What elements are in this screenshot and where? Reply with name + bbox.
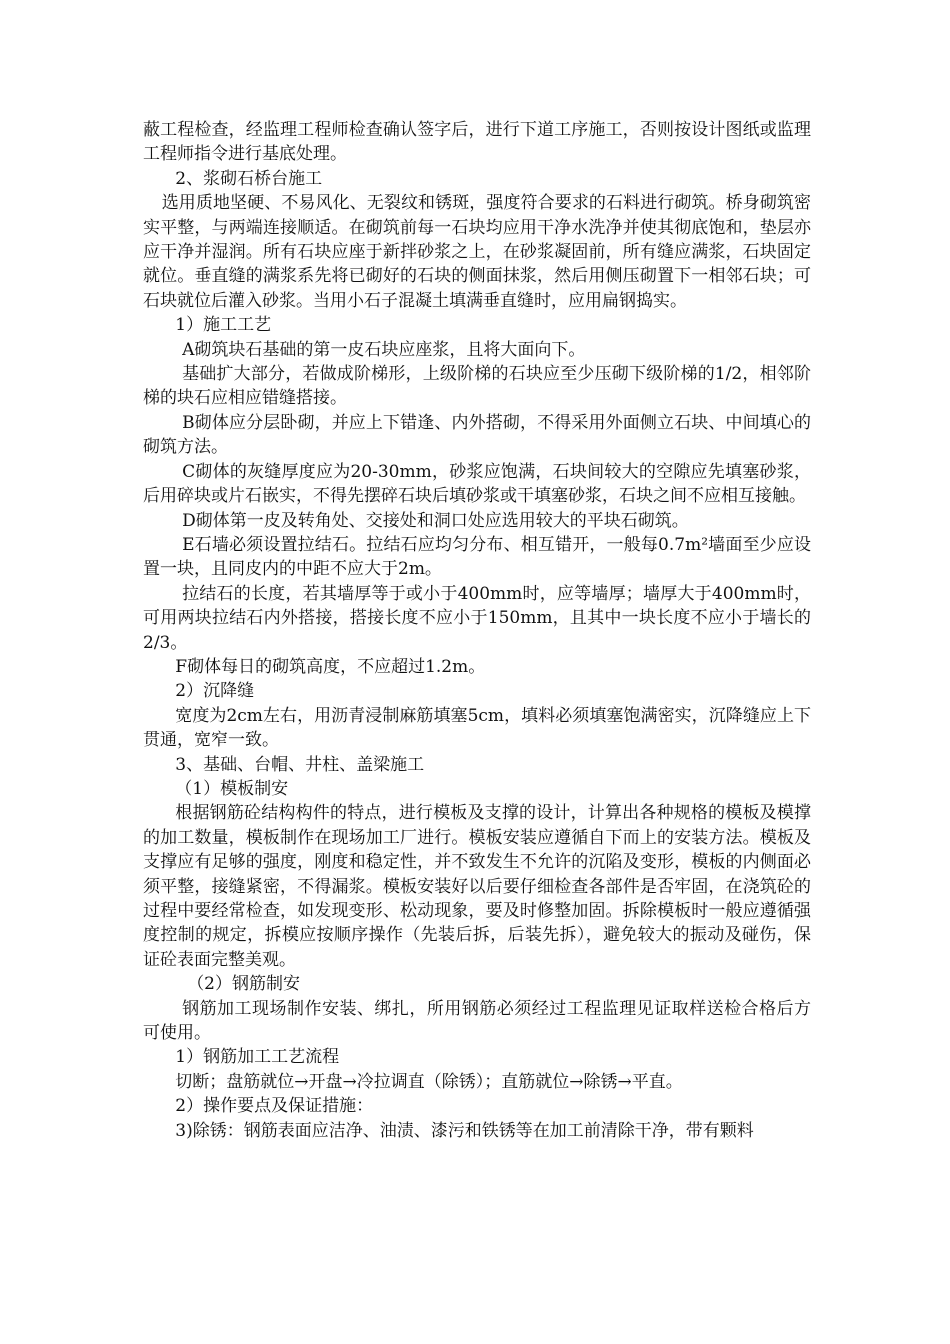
paragraph: B砌体应分层卧砌，并应上下错逢、内外搭砌，不得采用外面侧立石块、中间填心的砌筑方法。: [143, 412, 811, 458]
paragraph: 3)除锈：钢筋表面应洁净、油渍、漆污和铁锈等在加工前清除干净，带有颗料: [175, 1120, 754, 1141]
paragraph: D砌体第一皮及转角处、交接处和洞口处应选用较大的平块石砌筑。: [182, 510, 689, 531]
paragraph: 2）操作要点及保证措施：: [175, 1096, 374, 1117]
paragraph: 宽度为2cm左右，用沥青浸制麻筋填塞5cm，填料必须填塞饱满密实，沉降缝应上下贯通，宽窄一致。: [143, 705, 811, 751]
paragraph: F砌体每日的砌筑高度，不应超过1.2m。: [175, 656, 486, 677]
paragraph: 3、基础、台帽、井柱、盖梁施工: [175, 754, 425, 775]
paragraph: A砌筑块石基础的第一皮石块应座浆，且将大面向下。: [182, 339, 586, 360]
paragraph: C砌体的灰缝厚度应为20-30mm，砂浆应饱满，石块间较大的空隙应先填塞砂浆，后用碎块或片石嵌实，不得先摆碎石块后填砂浆或干填塞砂浆，石块之间不应相互接触。: [143, 461, 811, 507]
paragraph: E石墙必须设置拉结石。拉结石应均匀分布、相互错开，一般每0.7m²墙面至少应设置一块，且同皮内的中距不应大于2m。: [143, 534, 811, 580]
paragraph: 钢筋加工现场制作安装、绑扎，所用钢筋必须经过工程监理见证取样送检合格后方可使用。: [143, 998, 811, 1044]
paragraph: 切断；盘筋就位→开盘→冷拉调直（除锈）；直筋就位→除锈→平直。: [175, 1071, 683, 1092]
paragraph: 蔽工程检查，经监理工程师检查确认签字后，进行下道工序施工，否则按设计图纸或监理工程师指令进行基底处理。: [143, 120, 811, 165]
document-body: [143, 118, 811, 1143]
paragraph: 基础扩大部分，若做成阶梯形，上级阶梯的石块应至少压砌下级阶梯的1/2，相邻阶梯的块石应相应错缝搭接。: [143, 364, 811, 409]
paragraph: （1）模板制安: [175, 778, 289, 799]
paragraph: 2）沉降缝: [175, 681, 255, 702]
paragraph: 2、浆砌石桥台施工: [175, 168, 323, 189]
paragraph: 1）钢筋加工工艺流程: [175, 1047, 340, 1068]
paragraph: 拉结石的长度，若其墙厚等于或小于400mm时，应等墙厚；墙厚大于400mm时，可用两块拉结石内外搭接，搭接长度不应小于150mm，且其中一块长度不应小于墙长的2/3。: [143, 583, 811, 653]
paragraph: 根据钢筋砼结构构件的特点，进行模板及支撑的设计，计算出各种规格的模板及模撑的加工数量，模板制作在现场加工厂进行。模板安装应遵循自下而上的安装方法。模板及支撑应有足够的强度，刚度和稳定性，并不致发生不允许的沉陷及变形，模板的内侧面必须平整，接缝紧密，不得漏浆。模板安装好以后要仔细检查各部件是否牢固，在浇筑砼的过程中要经常检查，如发现变形、松动现象，要及时修整加固。拆除模板时一般应遵循强度控制的规定，拆模应按顺序操作（先装后拆，后装先拆），避免较大的振动及碰伤，保证砼表面完整美观。: [143, 803, 811, 970]
paragraph: （2）钢筋制安: [187, 974, 301, 995]
paragraph: 1）施工工艺: [175, 315, 272, 336]
paragraph: 选用质地坚硬、不易风化、无裂纹和锈斑，强度符合要求的石料进行砌筑。桥身砌筑密实平整，与两端连接顺适。在砌筑前每一石块均应用干净水洗净并使其彻底饱和，垫层亦应干净并湿润。所有石块应座于新拌砂浆之上，在砂浆凝固前，所有缝应满浆，石块固定就位。垂直缝的满浆系先将已砌好的石块的侧面抹浆，然后用侧压砌置下一相邻石块；可石块就位后灌入砂浆。当用小石子混凝土填满垂直缝时，应用扁钢捣实。: [143, 193, 811, 311]
